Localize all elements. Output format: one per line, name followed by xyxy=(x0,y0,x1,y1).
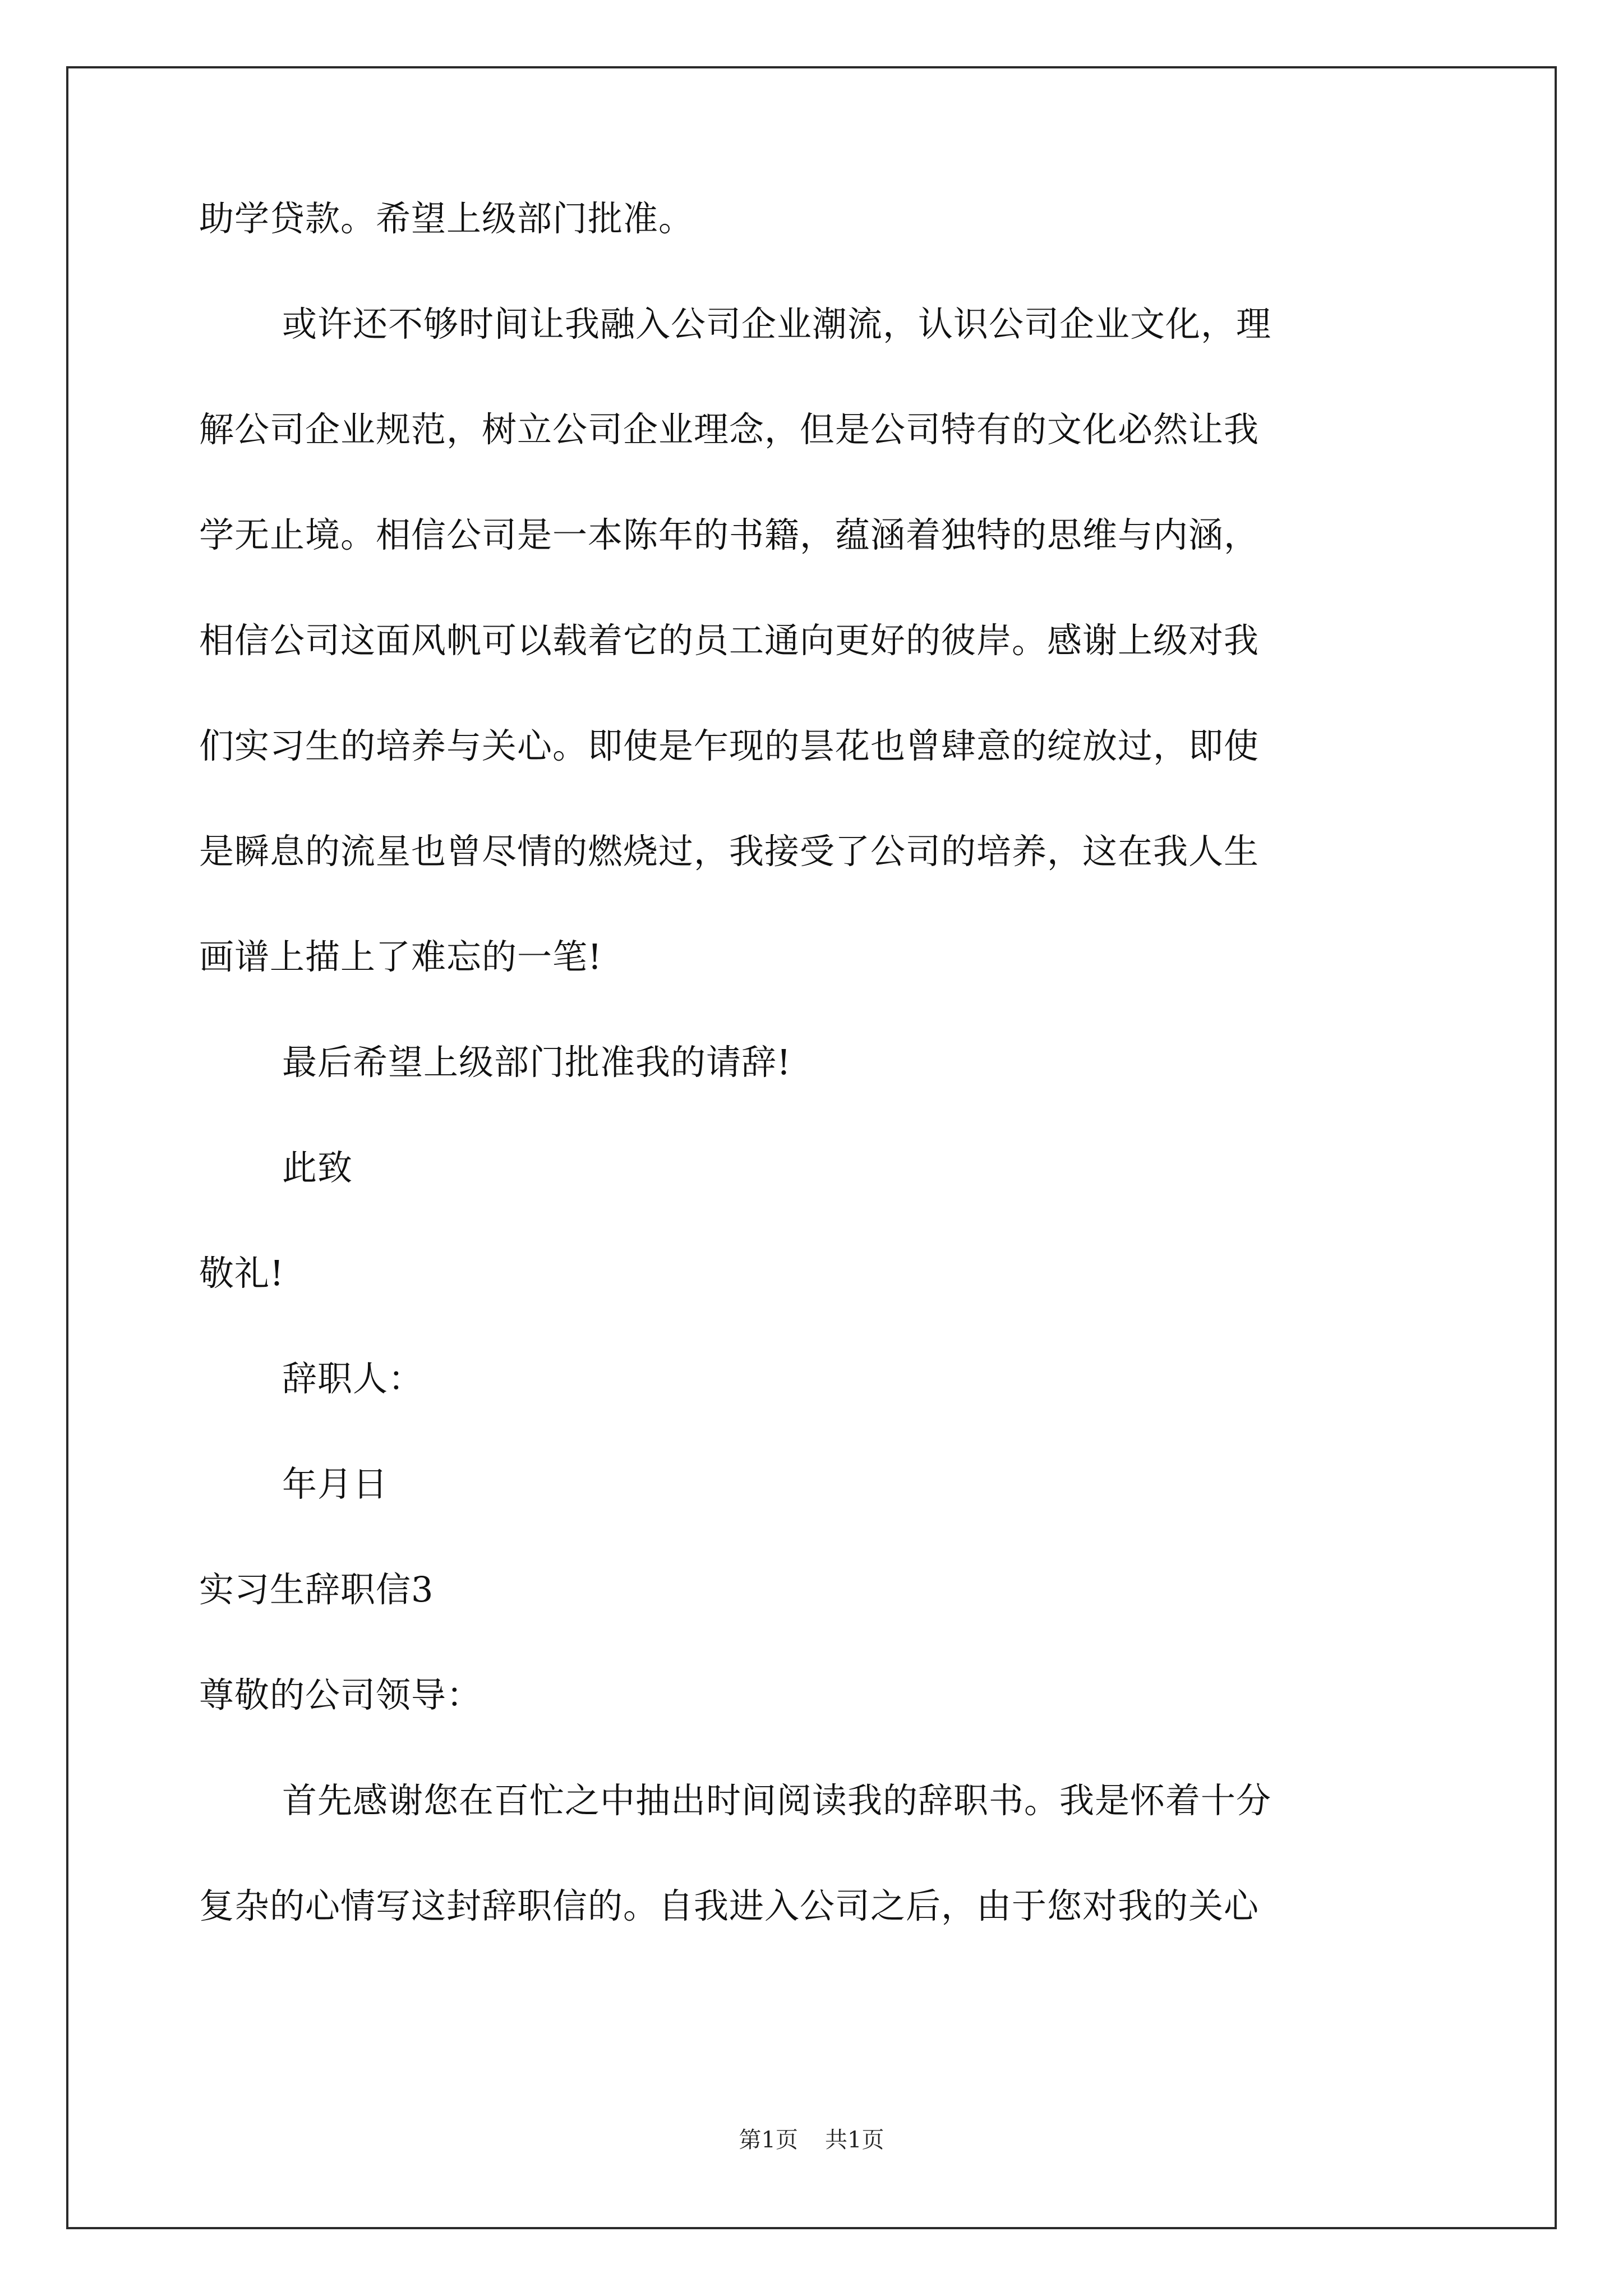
page-footer xyxy=(0,2126,1623,2154)
paragraph-line: 首先感谢您在百忙之中抽出时间阅读我的辞职书。我是怀着十分 xyxy=(282,1780,1272,1821)
paragraph-line: 是瞬息的流星也曾尽情的燃烧过，我接受了公司的培养，这在我人生 xyxy=(199,831,1260,872)
paragraph-line: 画谱上描上了难忘的一笔! xyxy=(199,936,602,977)
date-label: 年月日 xyxy=(282,1464,389,1504)
closing-regards: 敬礼! xyxy=(199,1253,284,1294)
paragraph-line: 解公司企业规范，树立公司企业理念，但是公司特有的文化必然让我 xyxy=(199,409,1260,450)
signature-label: 辞职人： xyxy=(282,1358,424,1399)
letter-greeting: 尊敬的公司领导： xyxy=(199,1674,482,1715)
paragraph-line: 们实习生的培养与关心。即使是乍现的昙花也曾肆意的绽放过，即使 xyxy=(199,725,1260,766)
closing-salutation: 此致 xyxy=(282,1147,353,1188)
page-number: 第1页 xyxy=(739,2127,798,2153)
paragraph-line: 学无止境。相信公司是一本陈年的书籍，蕴涵着独特的思维与内涵， xyxy=(199,514,1260,555)
paragraph-line: 复杂的心情写这封辞职信的。自我进入公司之后，由于您对我的关心 xyxy=(199,1885,1260,1926)
paragraph-line: 相信公司这面风帆可以载着它的员工通向更好的彼岸。感谢上级对我 xyxy=(199,620,1260,661)
paragraph-line: 或许还不够时间让我融入公司企业潮流，认识公司企业文化，理 xyxy=(282,303,1272,344)
page-total: 共1页 xyxy=(825,2127,884,2153)
paragraph-line: 最后希望上级部门批准我的请辞! xyxy=(282,1042,791,1083)
paragraph-line: 助学贷款。希望上级部门批准。 xyxy=(199,198,694,239)
section-title: 实习生辞职信3 xyxy=(199,1569,434,1610)
